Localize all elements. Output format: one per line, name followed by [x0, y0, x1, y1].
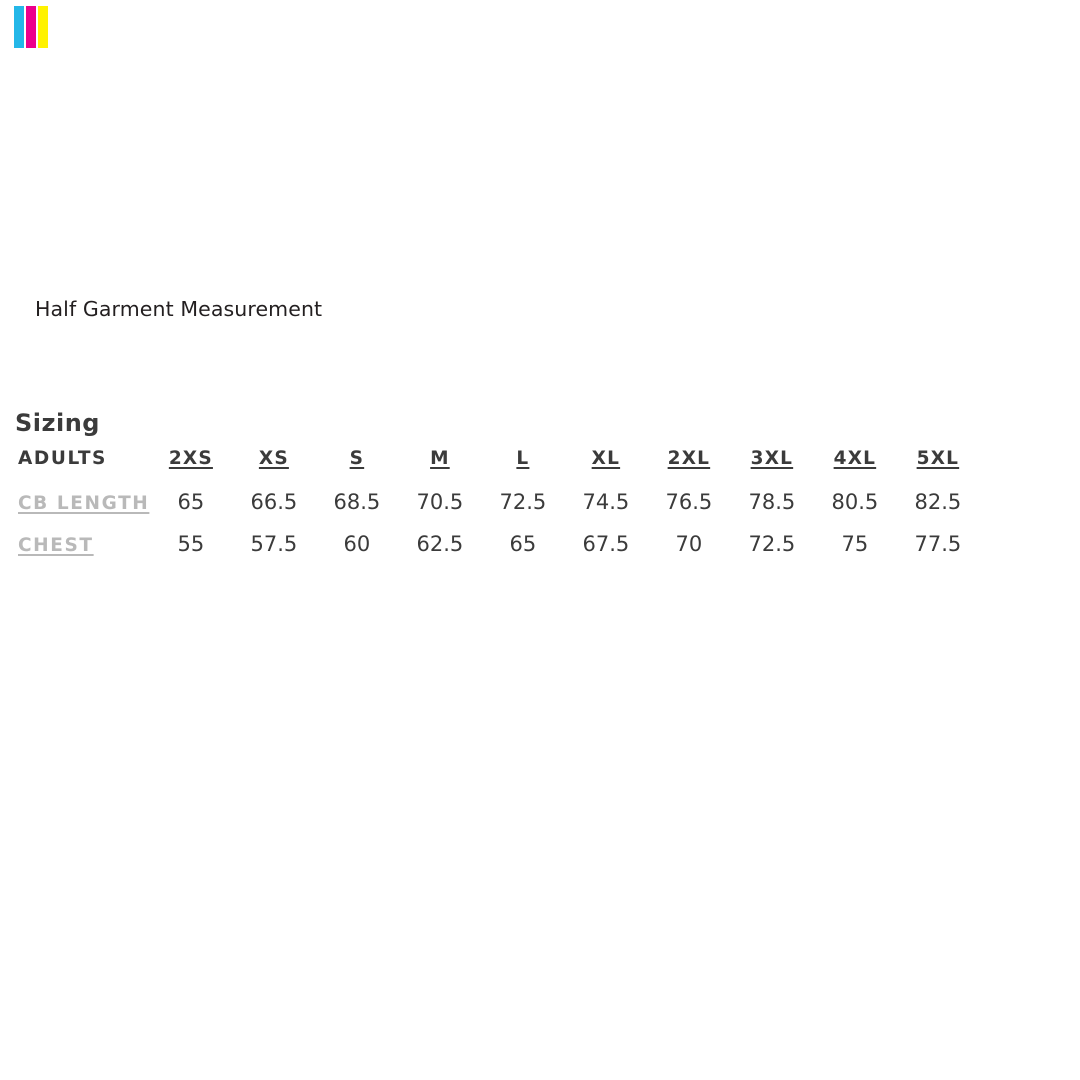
- cell-cb-length-4xl: 80.5: [831, 490, 879, 514]
- brand-logo: [14, 6, 48, 48]
- cell-chest-l: 65: [509, 532, 537, 556]
- sizing-table: [18, 448, 979, 574]
- cell-chest-xs: 57.5: [250, 532, 298, 556]
- logo-bar-magenta: [26, 6, 36, 48]
- size-header-2xs: 2XS: [168, 448, 213, 469]
- cell-cb-length-xs: 66.5: [250, 490, 298, 514]
- cell-chest-m: 62.5: [416, 532, 464, 556]
- size-header-4xl: 4XL: [833, 448, 877, 469]
- cell-chest-4xl: 75: [841, 532, 869, 556]
- cell-cb-length-5xl: 82.5: [914, 490, 962, 514]
- size-header-xs: XS: [258, 448, 289, 469]
- sizing-title: Sizing: [15, 409, 100, 437]
- logo-bar-cyan: [14, 6, 24, 48]
- logo-bar-yellow: [38, 6, 48, 48]
- table-row: [18, 532, 979, 574]
- cell-cb-length-s: 68.5: [333, 490, 381, 514]
- cell-chest-2xs: 55: [177, 532, 205, 556]
- cell-chest-3xl: 72.5: [748, 532, 796, 556]
- measurement-caption: Half Garment Measurement: [35, 297, 323, 321]
- size-header-s: S: [349, 448, 365, 469]
- row-label-cb-length: CB LENGTH: [18, 493, 150, 514]
- size-header-m: M: [430, 448, 450, 469]
- cell-cb-length-m: 70.5: [416, 490, 464, 514]
- cell-cb-length-2xl: 76.5: [665, 490, 713, 514]
- table-header-row: [18, 448, 979, 490]
- size-header-xl: XL: [591, 448, 621, 469]
- table-row: [18, 490, 979, 532]
- cell-chest-s: 60: [343, 532, 371, 556]
- cell-cb-length-l: 72.5: [499, 490, 547, 514]
- cell-cb-length-3xl: 78.5: [748, 490, 796, 514]
- column-header-adults: ADULTS: [18, 448, 107, 469]
- cell-chest-xl: 67.5: [582, 532, 630, 556]
- size-header-2xl: 2XL: [667, 448, 711, 469]
- size-header-5xl: 5XL: [916, 448, 960, 469]
- cell-chest-2xl: 70: [675, 532, 703, 556]
- cell-cb-length-2xs: 65: [177, 490, 205, 514]
- size-header-3xl: 3XL: [750, 448, 794, 469]
- row-label-chest: CHEST: [18, 535, 94, 556]
- cell-cb-length-xl: 74.5: [582, 490, 630, 514]
- size-header-l: L: [516, 448, 530, 469]
- cell-chest-5xl: 77.5: [914, 532, 962, 556]
